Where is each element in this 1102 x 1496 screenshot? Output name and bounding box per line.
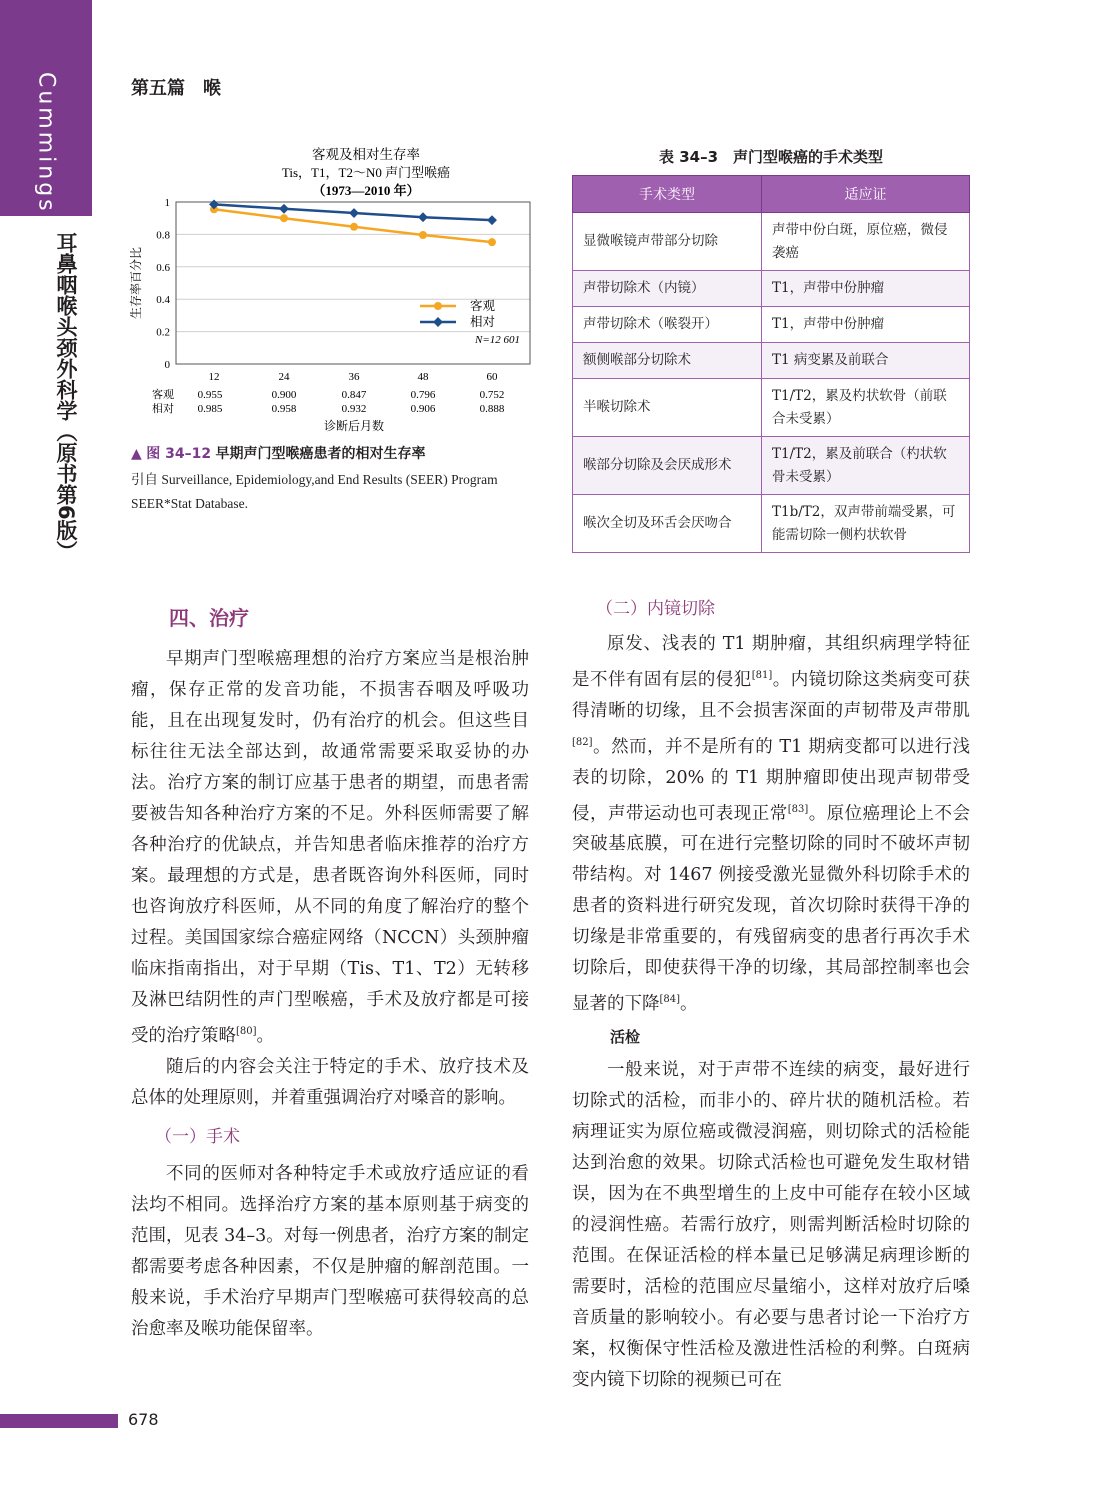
chapter-header: 第五篇 喉 bbox=[131, 78, 221, 99]
table-cell: 声带切除术（内镜） bbox=[573, 271, 762, 307]
citation: [82] bbox=[572, 736, 593, 748]
value-row-label: 相对 bbox=[152, 403, 174, 415]
y-tick-label: 0.4 bbox=[156, 294, 170, 307]
x-tick-label: 12 bbox=[208, 371, 220, 383]
right-column bbox=[572, 594, 970, 1396]
value-label: 0.888 bbox=[479, 403, 505, 415]
table-row bbox=[573, 495, 970, 553]
paragraph-text: 。内镜切除这类病变可获得清晰的切缘，且不会损害深面的声韧带及声带肌 bbox=[572, 669, 971, 721]
table-title: 表 34–3 声门型喉癌的手术类型 bbox=[658, 148, 884, 166]
table-cell: 喉部分切除及会厌成形术 bbox=[573, 437, 762, 495]
citation: [84] bbox=[659, 994, 681, 1006]
table-cell: T1，声带中份肿瘤 bbox=[762, 307, 970, 343]
section-heading: 四、治疗 bbox=[169, 606, 249, 630]
paragraph: 不同的医师对各种特定手术或放疗适应证的看法均不相同。选择治疗方案的基本原则基于病变的范围，见表 34–3。对每一例患者，治疗方案的制定都需要考虑各种因素，不仅是肿瘤的解剖范围。一般来说，手术治疗早期声门型喉癌可获得较高的总治愈率及喉功能保留率。 bbox=[131, 1163, 529, 1339]
data-point bbox=[280, 214, 288, 222]
value-label: 0.847 bbox=[341, 389, 367, 401]
table-row bbox=[573, 213, 970, 271]
x-tick-label: 24 bbox=[278, 371, 290, 383]
table-cell: T1/T2，累及杓状软骨（前联合未受累） bbox=[762, 379, 970, 437]
left-column bbox=[131, 603, 529, 1345]
table-cell: 声带中份白斑，原位癌，微侵袭癌 bbox=[762, 213, 970, 271]
y-tick-label: 0.2 bbox=[156, 326, 170, 339]
data-point bbox=[419, 231, 427, 239]
y-tick-label: 0.8 bbox=[156, 229, 170, 242]
x-tick-label: 48 bbox=[417, 371, 429, 383]
table-cell: T1 病变累及前联合 bbox=[762, 343, 970, 379]
table-cell: 额侧喉部分切除术 bbox=[573, 343, 762, 379]
citation: [83] bbox=[787, 803, 809, 815]
y-tick-label: 0 bbox=[164, 359, 170, 371]
data-point bbox=[279, 204, 289, 214]
figure-caption bbox=[131, 443, 426, 463]
figure-number: 图 34–12 bbox=[146, 446, 212, 462]
data-point bbox=[487, 215, 497, 225]
paragraph-text: 原发、浅表的 T1 期肿瘤，其组织病理学特征是不伴有固有层的侵犯 bbox=[572, 634, 970, 690]
surgery-type-table bbox=[572, 175, 970, 553]
legend-label: 相对 bbox=[470, 315, 496, 329]
side-book-title: 耳鼻咽喉头颈外科学（原书第6版） bbox=[54, 232, 78, 562]
value-label: 0.796 bbox=[410, 389, 436, 401]
sample-size-note: N=12 601 bbox=[474, 334, 520, 346]
x-tick-label: 36 bbox=[348, 371, 360, 383]
survival-chart bbox=[126, 142, 536, 442]
citation: [80] bbox=[236, 1026, 257, 1037]
table-header-indication: 适应证 bbox=[762, 176, 970, 213]
paragraph-text: 早期声门型喉癌理想的治疗方案应当是根治肿瘤，保存正常的发音功能，不损害吞咽及呼吸功能，且在出现复发时，仍有治疗的机会。但这些目标往往无法全部达到，故通常需要采取妥协的办法。治疗方案的制订应基于患者的期望，而患者需要被告知各种治疗方案的不足。外科医师需要了解各种治疗的优缺点，并告知患者临床推荐的治疗方案。最理想的方式是，患者既咨询外科医师，同时也咨询放疗科医师，从不同的角度了解治疗的整个过程。美国国家综合癌症网络（NCCN）头颈肿瘤临床指南指出，对于早期（Tis、T1、T2）无转移及淋巴结阴性的声门型喉癌，手术及放疗都是可接受的治疗策略 bbox=[131, 649, 529, 1046]
y-axis-label: 生存率百分比 bbox=[129, 246, 143, 320]
figure-source: 引自 Surveillance, Epidemiology,and End Results (SEER) Program SEER*Stat Database. bbox=[131, 472, 498, 511]
biopsy-heading: 活检 bbox=[610, 1028, 641, 1047]
data-point bbox=[418, 212, 428, 222]
value-label: 0.958 bbox=[271, 403, 297, 415]
table-cell: 喉次全切及环舌会厌吻合 bbox=[573, 495, 762, 553]
subsection-heading: （一）手术 bbox=[155, 1126, 240, 1147]
table-row bbox=[573, 343, 970, 379]
value-label: 0.985 bbox=[197, 403, 223, 415]
table-row bbox=[573, 437, 970, 495]
value-label: 0.955 bbox=[197, 389, 223, 401]
paragraph: 一般来说，对于声带不连续的病变，最好进行切除式的活检，而非小的、碎片状的随机活检。若病理证实为原位癌或微浸润癌，则切除式的活检能达到治愈的效果。切除式活检也可避免发生取材错误，因为在不典型增生的上皮中可能存在较小区域的浸润性癌。若需行放疗，则需判断活检时切除的范围。在保证活检的样本量已足够满足病理诊断的需要时，活检的范围应尽量缩小，这样对放疗后嗓音质量的影响较小。有必要与患者讨论一下治疗方案，权衡保守性活检及激进性活检的利弊。白斑病变内镜下切除的视频已可在 bbox=[572, 1060, 970, 1391]
value-label: 0.932 bbox=[341, 403, 367, 415]
value-label: 0.900 bbox=[271, 389, 297, 401]
table-row bbox=[573, 379, 970, 437]
paragraph-text: 。原位癌理论上不会突破基底膜，可在进行完整切除的同时不破坏声韧带结构。对 1467 例接受激光显微外科切除手术的患者的资料进行研究发现，首次切除时获得干净的切缘是非常重要的，有残留病变的患者行再次手术切除后，即使获得干净的切缘，其局部控制率也会显著的下降 bbox=[572, 803, 971, 1015]
page-number: 678 bbox=[128, 1410, 159, 1429]
value-label: 0.906 bbox=[410, 403, 436, 415]
table-row bbox=[573, 271, 970, 307]
figure-caption-text: 早期声门型喉癌患者的相对生存率 bbox=[215, 446, 426, 462]
y-tick-label: 0.6 bbox=[156, 261, 170, 274]
table-header-type: 手术类型 bbox=[573, 176, 762, 213]
table-cell: T1，声带中份肿瘤 bbox=[762, 271, 970, 307]
table-cell: T1b/T2，双声带前端受累，可能需切除一侧杓状软骨 bbox=[762, 495, 970, 553]
citation: [81] bbox=[751, 670, 773, 681]
table-cell: 半喉切除术 bbox=[573, 379, 762, 437]
paragraph: 早期声门型喉癌理想的治疗方案应当是根治肿瘤，保存正常的发音功能，不损害吞咽及呼吸功能，且在出现复发时，仍有治疗的机会。但这些目标往往无法全部达到，故通常需要采取妥协的办法。治疗方案的制订应基于患者的期望，而患者需要被告知各种治疗方案的不足。外科医师需要了解各种治疗的优缺点，并告知患者临床推荐的治疗方案。最理想的方式是，患者既咨询外科医师，同时也咨询放疗科医师，从不同的角度了解治疗的整个过程。美国国家综合癌症网络（NCCN）头颈肿瘤临床指南指出，对于早期（Tis、T1、T2）无转移及淋巴结阴性的声门型喉癌，手术及放疗都是可接受的治疗策略[80]。 bbox=[131, 649, 529, 1046]
paragraph bbox=[572, 629, 970, 1020]
table-cell: T1/T2，累及前联合（杓状软骨未受累） bbox=[762, 437, 970, 495]
table-cell: 显微喉镜声带部分切除 bbox=[573, 213, 762, 271]
value-label: 0.752 bbox=[479, 389, 505, 401]
data-point bbox=[349, 208, 359, 218]
x-axis-label: 诊断后月数 bbox=[323, 419, 385, 433]
x-tick-label: 60 bbox=[486, 371, 498, 383]
value-row-label: 客观 bbox=[152, 389, 174, 401]
legend-swatch-marker bbox=[433, 317, 443, 327]
y-tick-label: 1 bbox=[164, 197, 170, 209]
subsection-heading: （二）内镜切除 bbox=[596, 599, 715, 619]
data-point bbox=[488, 238, 496, 246]
table-row bbox=[573, 307, 970, 343]
paragraph-text: 。然而，并不是所有的 T1 期病变都可以进行浅表的切除，20% 的 T1 期肿瘤即使出现声韧带受侵，声带运动也可表现正常 bbox=[572, 736, 970, 824]
legend-label: 客观 bbox=[470, 299, 496, 313]
side-brand-text: Cummings bbox=[33, 72, 59, 214]
legend-swatch-marker bbox=[434, 302, 442, 310]
triangle-icon: ▲ bbox=[131, 446, 142, 462]
table-cell: 声带切除术（喉裂开） bbox=[573, 307, 762, 343]
chart-subtitle: Tis，T1，T2～N0 声门型喉癌 bbox=[281, 165, 451, 180]
paragraph-text: 。 bbox=[680, 994, 698, 1015]
paragraph: 随后的内容会关注于特定的手术、放疗技术及总体的处理原则，并着重强调治疗对嗓音的影响。 bbox=[131, 1056, 529, 1108]
chart-period: （1973—2010 年） bbox=[312, 183, 420, 198]
chart-title: 客观及相对生存率 bbox=[312, 147, 420, 162]
data-point bbox=[350, 223, 358, 231]
page-number-bar bbox=[0, 1414, 118, 1428]
